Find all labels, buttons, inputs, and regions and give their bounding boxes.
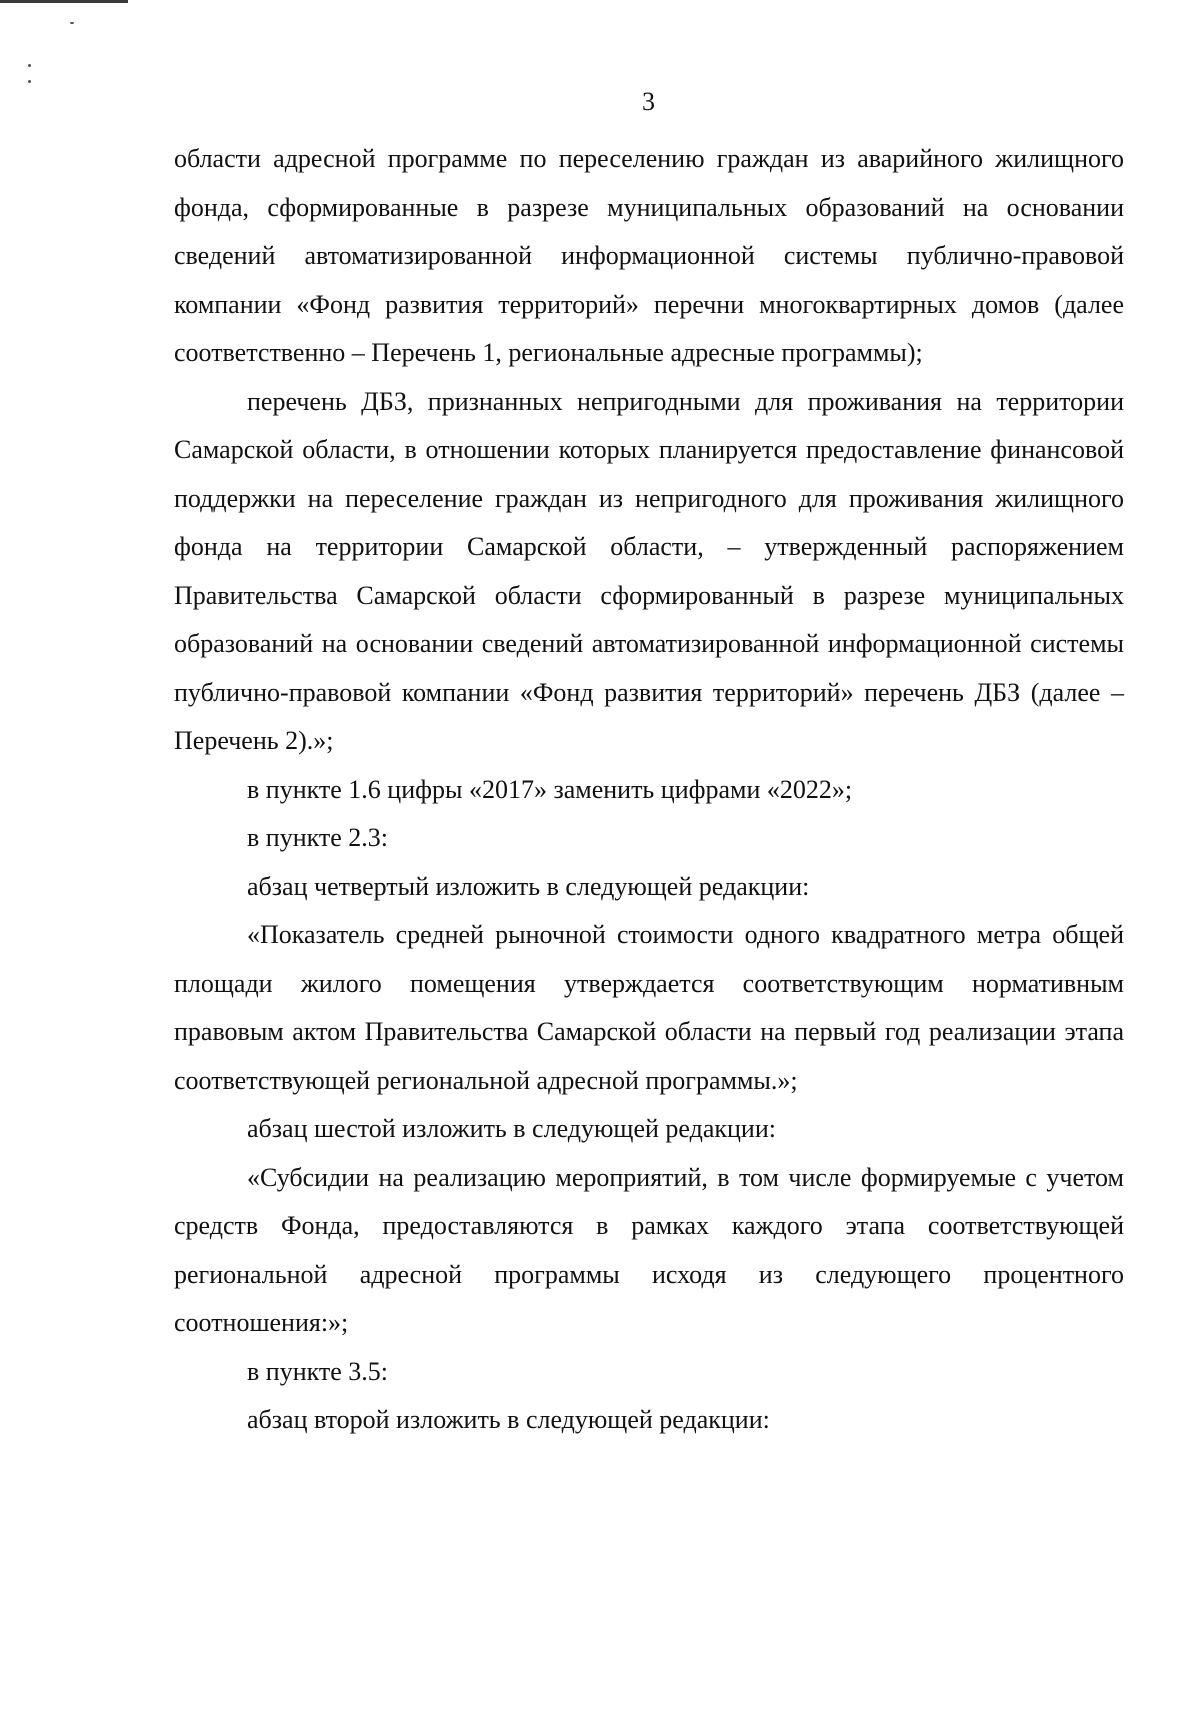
scan-speck: [70, 22, 74, 24]
paragraph-item-3-5: в пункте 3.5:: [247, 1356, 389, 1386]
paragraph-item-2-3: в пункте 2.3:: [247, 823, 389, 852]
paragraph-subsidies: «Субсидии на реализацию мероприятий, в том числе формируемые с учетом средств Фонда, предоставляются в рамках каждого этапа соответствующей региональной адресной программы исходя из следующего процентного соотношения:»;: [174, 1162, 1124, 1337]
document-body: [174, 135, 1124, 1445]
paragraph-item-1-6: в пункте 1.6 цифры «2017» заменить цифрами «2022»;: [247, 774, 853, 804]
paragraph-second-abzac: абзац второй изложить в следующей редакции:: [247, 1405, 770, 1434]
scan-speck: [28, 64, 31, 67]
page-number: 3: [642, 87, 655, 116]
paragraph-fourth-abzac: абзац четвертый изложить в следующей редакции:: [247, 871, 810, 901]
scan-border-mark: [0, 0, 128, 3]
paragraph-sixth-abzac: абзац шестой изложить в следующей редакции:: [247, 1114, 776, 1143]
paragraph-list-dbz: перечень ДБЗ, признанных непригодными для проживания на территории Самарской области, в отношении которых планируется предоставление финансовой поддержки на переселение граждан из непригодного для проживания жилищного фонда на территории Самарской области, – утвержденный распоряжением Правительства Самарской области сформированный в разрезе муниципальных образований на основании сведений автоматизированной информационной системы публично-правовой компании «Фонд развития территорий» перечень ДБЗ (далее – Перечень 2).»;: [174, 386, 1124, 755]
paragraph-continuation: области адресной программе по переселению граждан из аварийного жилищного фонда, сформированные в разрезе муниципальных образований на основании сведений автоматизированной информационной системы публично-правовой компании «Фонд развития территорий» перечни многоквартирных домов (далее соответственно – Перечень 1, региональные адресные программы);: [174, 144, 1124, 367]
paragraph-price-indicator: «Показатель средней рыночной стоимости одного квадратного метра общей площади жилого помещения утверждается соответствующим нормативным правовым актом Правительства Самарской области на первый год реализации этапа соответствующей региональной адресной программы.»;: [174, 920, 1124, 1095]
